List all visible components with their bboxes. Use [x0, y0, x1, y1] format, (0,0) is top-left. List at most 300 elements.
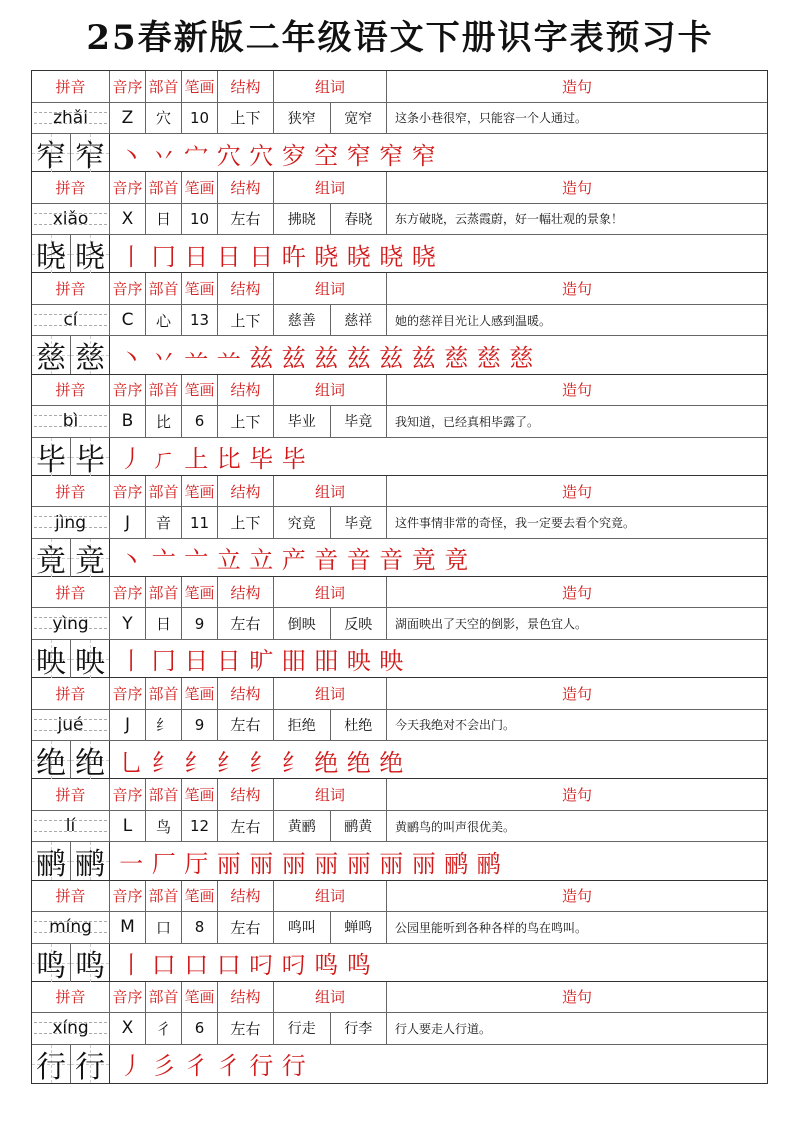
- pinyin-text: míng: [49, 917, 92, 938]
- stroke-steps: [110, 439, 309, 474]
- stroke-step: 旿: [281, 242, 306, 271]
- stroke-step: 纟: [184, 748, 209, 777]
- stroke-step: 一: [119, 849, 144, 878]
- stroke-step: 鸣: [314, 951, 339, 979]
- header-pinyin: 拼音: [32, 273, 110, 304]
- order-cell: Y: [110, 608, 146, 639]
- character: 竟: [36, 543, 66, 579]
- word-1-cell: 拒绝: [274, 710, 331, 741]
- stroke-order-row: [32, 1045, 767, 1083]
- header-radical: 部首: [146, 779, 182, 810]
- header-radical: 部首: [146, 577, 182, 608]
- header-strokes: 笔画: [182, 577, 218, 608]
- character-box: [32, 842, 71, 883]
- pinyin-text: jìng: [54, 512, 86, 533]
- stroke-step: 昍: [314, 647, 339, 676]
- info-row: [32, 507, 767, 539]
- entry-block: [32, 172, 767, 276]
- character: 晓: [36, 240, 66, 276]
- character-box: [32, 944, 71, 982]
- radical-cell: 比: [146, 406, 182, 437]
- header-structure: 结构: [218, 172, 274, 203]
- stroke-step: ㄏ: [151, 445, 176, 474]
- stroke-step: 日: [184, 647, 209, 676]
- stroke-step: 兹: [346, 343, 371, 372]
- character-box: [32, 438, 71, 476]
- strokes-cell: 13: [182, 305, 218, 336]
- character: 毕: [36, 442, 66, 478]
- page-title: 25春新版二年级语文下册识字表预习卡: [86, 18, 714, 58]
- stroke-step: 乚: [119, 748, 144, 777]
- stroke-step: 丷: [151, 343, 176, 372]
- header-pinyin: 拼音: [32, 982, 110, 1013]
- character: 慈: [36, 341, 66, 377]
- header-pinyin: 拼音: [32, 375, 110, 406]
- character-box: [71, 134, 110, 172]
- order-cell: M: [110, 912, 146, 943]
- stroke-step: 兹: [379, 343, 404, 372]
- entry-block: [32, 71, 767, 172]
- character-box: [71, 842, 110, 883]
- word-1-cell: 鸣叫: [274, 912, 331, 943]
- character: 窄: [36, 139, 66, 174]
- stroke-step: 丽: [314, 849, 339, 878]
- structure-cell: 上下: [218, 406, 274, 437]
- strokes-cell: 10: [182, 103, 218, 134]
- radical-cell: 纟: [146, 710, 182, 741]
- header-sentence: 造句: [561, 381, 592, 400]
- stroke-step: 䒑: [184, 343, 209, 372]
- stroke-step: 音: [346, 546, 371, 575]
- character: 绝: [36, 746, 66, 782]
- header-strokes: 笔画: [182, 71, 218, 102]
- header-row: [32, 71, 767, 103]
- entry-block: [32, 476, 767, 577]
- header-row: [32, 779, 767, 811]
- header-sentence: 造句: [561, 887, 592, 906]
- stroke-order-row: [32, 438, 767, 476]
- stroke-step: 行: [281, 1052, 306, 1081]
- header-radical: 部首: [146, 476, 182, 507]
- character-box: [71, 944, 110, 982]
- stroke-step: 慈: [444, 343, 469, 372]
- pinyin-cell: [32, 406, 110, 437]
- radical-cell: 日: [146, 204, 182, 235]
- header-strokes: 笔画: [182, 273, 218, 304]
- stroke-steps: [110, 136, 439, 171]
- character: 绝: [75, 746, 105, 782]
- header-radical: 部首: [146, 982, 182, 1013]
- header-sentence: 造句: [561, 77, 592, 96]
- stroke-step: 冂: [151, 647, 176, 676]
- header-radical: 部首: [146, 172, 182, 203]
- radical-cell: 心: [146, 305, 182, 336]
- stroke-step: 毕: [249, 445, 274, 474]
- stroke-order-row: [32, 134, 767, 172]
- stroke-step: 丽: [346, 849, 371, 878]
- header-row: [32, 172, 767, 204]
- header-structure: 结构: [218, 577, 274, 608]
- structure-cell: 上下: [218, 305, 274, 336]
- radical-cell: 音: [146, 507, 182, 538]
- header-row: [32, 273, 767, 305]
- stroke-step: 丽: [281, 849, 306, 878]
- stroke-step: 纟: [151, 748, 176, 777]
- pinyin-cell: [32, 103, 110, 134]
- header-sentence: 造句: [561, 280, 592, 299]
- info-row: [32, 912, 767, 944]
- stroke-step: 丽: [411, 849, 436, 878]
- stroke-step: 晓: [314, 242, 339, 271]
- structure-cell: 左右: [218, 710, 274, 741]
- structure-cell: 左右: [218, 912, 274, 943]
- stroke-steps: [110, 641, 407, 676]
- character-box: [71, 539, 110, 577]
- header-strokes: 笔画: [182, 779, 218, 810]
- header-order: 音序: [110, 982, 146, 1013]
- header-order: 音序: [110, 476, 146, 507]
- header-strokes: 笔画: [182, 172, 218, 203]
- entry-block: [32, 678, 767, 782]
- stroke-step: 毕: [281, 445, 306, 474]
- stroke-step: 晓: [379, 242, 404, 271]
- pinyin-text: xíng: [52, 1018, 89, 1039]
- header-strokes: 笔画: [182, 678, 218, 709]
- header-sentence: 造句: [561, 684, 592, 703]
- stroke-step: 上: [184, 445, 209, 474]
- stroke-step: 比: [216, 445, 241, 474]
- radical-cell: 彳: [146, 1013, 182, 1044]
- character-box: [32, 1045, 71, 1083]
- stroke-step: 彡: [151, 1052, 176, 1081]
- stroke-step: 音: [314, 546, 339, 575]
- pinyin-cell: [32, 710, 110, 741]
- radical-cell: 鸟: [146, 811, 182, 842]
- character-box: [32, 640, 71, 678]
- radical-cell: 穴: [146, 103, 182, 134]
- radical-cell: 口: [146, 912, 182, 943]
- order-cell: J: [110, 507, 146, 538]
- header-order: 音序: [110, 172, 146, 203]
- radical-cell: 日: [146, 608, 182, 639]
- word-2-cell: 毕竟: [331, 507, 388, 538]
- strokes-cell: 8: [182, 912, 218, 943]
- stroke-step: 竟: [411, 546, 436, 575]
- stroke-step: 丷: [151, 141, 176, 170]
- order-cell: L: [110, 811, 146, 842]
- header-pinyin: 拼音: [32, 577, 110, 608]
- stroke-step: 丶: [119, 546, 144, 575]
- pinyin-text: jué: [57, 714, 84, 735]
- stroke-step: 兹: [249, 343, 274, 372]
- pinyin-text: bì: [62, 411, 79, 432]
- header-words: 组词: [274, 375, 387, 406]
- stroke-steps: [110, 540, 472, 575]
- stroke-step: 空: [314, 141, 339, 170]
- stroke-step: 亠: [151, 546, 176, 575]
- character: 慈: [75, 341, 105, 377]
- pinyin-text: zhǎi: [53, 107, 88, 128]
- header-pinyin: 拼音: [32, 678, 110, 709]
- header-structure: 结构: [218, 982, 274, 1013]
- sentence-cell: 湖面映出了天空的倒影，景色宜人。: [395, 617, 588, 632]
- strokes-cell: 9: [182, 710, 218, 741]
- header-words: 组词: [274, 779, 387, 810]
- header-radical: 部首: [146, 273, 182, 304]
- header-order: 音序: [110, 375, 146, 406]
- header-pinyin: 拼音: [32, 71, 110, 102]
- word-1-cell: 行走: [274, 1013, 331, 1044]
- header-sentence: 造句: [561, 988, 592, 1007]
- info-row: [32, 103, 767, 135]
- strokes-cell: 6: [182, 406, 218, 437]
- stroke-step: 亠: [184, 546, 209, 575]
- entry-block: [32, 577, 767, 678]
- header-row: [32, 678, 767, 710]
- structure-cell: 左右: [218, 608, 274, 639]
- header-words: 组词: [274, 678, 387, 709]
- header-radical: 部首: [146, 71, 182, 102]
- stroke-step: 丨: [119, 951, 144, 979]
- header-order: 音序: [110, 881, 146, 912]
- stroke-step: 丿: [119, 445, 144, 474]
- character-box: [71, 235, 110, 276]
- stroke-step: 日: [249, 242, 274, 271]
- word-2-cell: 反映: [331, 608, 388, 639]
- stroke-step: 丨: [119, 647, 144, 676]
- header-words: 组词: [274, 577, 387, 608]
- header-structure: 结构: [218, 476, 274, 507]
- character-box: [32, 235, 71, 276]
- word-1-cell: 黄鹂: [274, 811, 331, 842]
- sentence-cell: 我知道，已经真相毕露了。: [395, 414, 540, 429]
- word-2-cell: 毕竟: [331, 406, 388, 437]
- stroke-step: 丶: [119, 141, 144, 170]
- stroke-step: 慈: [509, 343, 534, 372]
- header-structure: 结构: [218, 71, 274, 102]
- header-order: 音序: [110, 273, 146, 304]
- stroke-step: 兹: [281, 343, 306, 372]
- header-structure: 结构: [218, 273, 274, 304]
- header-strokes: 笔画: [182, 476, 218, 507]
- header-pinyin: 拼音: [32, 779, 110, 810]
- header-words: 组词: [274, 71, 387, 102]
- structure-cell: 左右: [218, 1013, 274, 1044]
- character-box: [32, 336, 71, 377]
- character: 映: [75, 644, 105, 680]
- stroke-step: 䒑: [216, 343, 241, 372]
- stroke-steps: [110, 844, 504, 879]
- word-2-cell: 行李: [331, 1013, 388, 1044]
- pinyin-cell: [32, 912, 110, 943]
- stroke-step: 晓: [411, 242, 436, 271]
- stroke-step: 鹂: [444, 849, 469, 878]
- word-2-cell: 鹂黄: [331, 811, 388, 842]
- word-1-cell: 究竟: [274, 507, 331, 538]
- sentence-cell: 这条小巷很窄，只能容一个人通过。: [395, 111, 588, 126]
- order-cell: B: [110, 406, 146, 437]
- character: 晓: [75, 240, 105, 276]
- header-sentence: 造句: [561, 786, 592, 805]
- entry-block: [32, 779, 767, 883]
- stroke-step: 昍: [281, 647, 306, 676]
- header-sentence: 造句: [561, 583, 592, 602]
- info-row: [32, 710, 767, 742]
- word-2-cell: 春晓: [331, 204, 388, 235]
- pinyin-cell: [32, 1013, 110, 1044]
- character-box: [32, 741, 71, 782]
- character: 鹂: [36, 847, 66, 883]
- word-2-cell: 杜绝: [331, 710, 388, 741]
- sentence-cell: 行人要走人行道。: [395, 1021, 492, 1036]
- stroke-step: 窄: [346, 141, 371, 170]
- header-row: [32, 982, 767, 1014]
- stroke-step: 旷: [249, 647, 274, 676]
- stroke-step: 穸: [281, 141, 306, 170]
- strokes-cell: 6: [182, 1013, 218, 1044]
- stroke-order-row: [32, 640, 767, 678]
- stroke-step: 丽: [216, 849, 241, 878]
- stroke-step: 日: [184, 242, 209, 271]
- stroke-step: 鹂: [476, 849, 501, 878]
- stroke-step: 彳: [216, 1052, 241, 1081]
- stroke-steps: [110, 338, 537, 373]
- stroke-step: 穴: [249, 141, 274, 170]
- stroke-step: 映: [379, 647, 404, 676]
- stroke-order-row: [32, 944, 767, 982]
- header-sentence: 造句: [561, 482, 592, 501]
- character: 鹂: [75, 847, 105, 883]
- character-box: [71, 640, 110, 678]
- pinyin-cell: [32, 811, 110, 842]
- stroke-step: 行: [249, 1052, 274, 1081]
- stroke-step: 日: [216, 647, 241, 676]
- header-row: [32, 881, 767, 913]
- stroke-step: 立: [216, 546, 241, 575]
- header-pinyin: 拼音: [32, 476, 110, 507]
- info-row: [32, 406, 767, 438]
- header-order: 音序: [110, 71, 146, 102]
- pinyin-text: cí: [63, 310, 78, 331]
- stroke-step: 丶: [119, 343, 144, 372]
- sentence-cell: 她的慈祥目光让人感到温暖。: [395, 313, 552, 328]
- word-1-cell: 毕业: [274, 406, 331, 437]
- word-2-cell: 慈祥: [331, 305, 388, 336]
- stroke-step: 纟: [249, 748, 274, 777]
- header-words: 组词: [274, 982, 387, 1013]
- stroke-step: 厂: [151, 849, 176, 878]
- character: 毕: [75, 442, 105, 478]
- stroke-step: 兹: [411, 343, 436, 372]
- word-2-cell: 蝉鸣: [331, 912, 388, 943]
- stroke-order-row: [32, 539, 767, 577]
- stroke-step: 口: [184, 951, 209, 979]
- stroke-step: 口: [216, 951, 241, 979]
- stroke-step: 兹: [314, 343, 339, 372]
- entry-block: [32, 881, 767, 982]
- sentence-cell: 东方破晓，云蒸霞蔚，好一幅壮观的景象！: [395, 212, 624, 227]
- strokes-cell: 9: [182, 608, 218, 639]
- character-box: [71, 336, 110, 377]
- stroke-step: 口: [151, 951, 176, 979]
- stroke-step: 竟: [444, 546, 469, 575]
- entry-block: [32, 982, 767, 1083]
- stroke-step: 叼: [249, 951, 274, 979]
- stroke-step: 日: [216, 242, 241, 271]
- word-2-cell: 宽窄: [331, 103, 388, 134]
- stroke-step: 绝: [346, 748, 371, 777]
- pinyin-cell: [32, 608, 110, 639]
- stroke-step: 穴: [216, 141, 241, 170]
- info-row: [32, 608, 767, 640]
- pinyin-text: xiǎo: [52, 208, 89, 229]
- stroke-step: 丿: [119, 1052, 144, 1081]
- entry-block: [32, 375, 767, 476]
- header-order: 音序: [110, 577, 146, 608]
- header-words: 组词: [274, 476, 387, 507]
- word-1-cell: 拂晓: [274, 204, 331, 235]
- stroke-step: 窄: [379, 141, 404, 170]
- header-strokes: 笔画: [182, 881, 218, 912]
- stroke-step: 纟: [281, 748, 306, 777]
- strokes-cell: 11: [182, 507, 218, 538]
- header-structure: 结构: [218, 375, 274, 406]
- info-row: [32, 811, 767, 843]
- structure-cell: 上下: [218, 507, 274, 538]
- character-box: [71, 438, 110, 476]
- stroke-order-row: [32, 235, 767, 276]
- header-strokes: 笔画: [182, 982, 218, 1013]
- header-order: 音序: [110, 779, 146, 810]
- header-structure: 结构: [218, 779, 274, 810]
- info-row: [32, 1013, 767, 1045]
- pinyin-cell: [32, 204, 110, 235]
- character: 映: [36, 644, 66, 680]
- stroke-step: 绝: [314, 748, 339, 777]
- header-pinyin: 拼音: [32, 172, 110, 203]
- pinyin-cell: [32, 507, 110, 538]
- header-sentence: 造句: [561, 178, 592, 197]
- vocab-sheet: [31, 70, 768, 1084]
- pinyin-text: lí: [65, 816, 76, 837]
- stroke-step: 窄: [411, 141, 436, 170]
- stroke-steps: [110, 743, 407, 778]
- sentence-cell: 这件事情非常的奇怪，我一定要去看个究竟。: [395, 516, 636, 530]
- stroke-step: 彳: [184, 1052, 209, 1081]
- strokes-cell: 10: [182, 204, 218, 235]
- character-box: [32, 539, 71, 577]
- order-cell: J: [110, 710, 146, 741]
- stroke-steps: [110, 237, 439, 272]
- stroke-step: 宀: [184, 141, 209, 170]
- word-1-cell: 倒映: [274, 608, 331, 639]
- stroke-order-row: [32, 336, 767, 377]
- header-strokes: 笔画: [182, 375, 218, 406]
- stroke-step: 丽: [249, 849, 274, 878]
- header-order: 音序: [110, 678, 146, 709]
- stroke-step: 叼: [281, 951, 306, 979]
- stroke-step: 绝: [379, 748, 404, 777]
- header-row: [32, 577, 767, 609]
- sentence-cell: 公园里能听到各种各样的鸟在鸣叫。: [395, 920, 588, 935]
- word-1-cell: 狭窄: [274, 103, 331, 134]
- order-cell: C: [110, 305, 146, 336]
- character-box: [32, 134, 71, 172]
- stroke-steps: [110, 1046, 309, 1081]
- entry-block: [32, 273, 767, 377]
- character-box: [71, 1045, 110, 1083]
- pinyin-text: yìng: [52, 613, 89, 634]
